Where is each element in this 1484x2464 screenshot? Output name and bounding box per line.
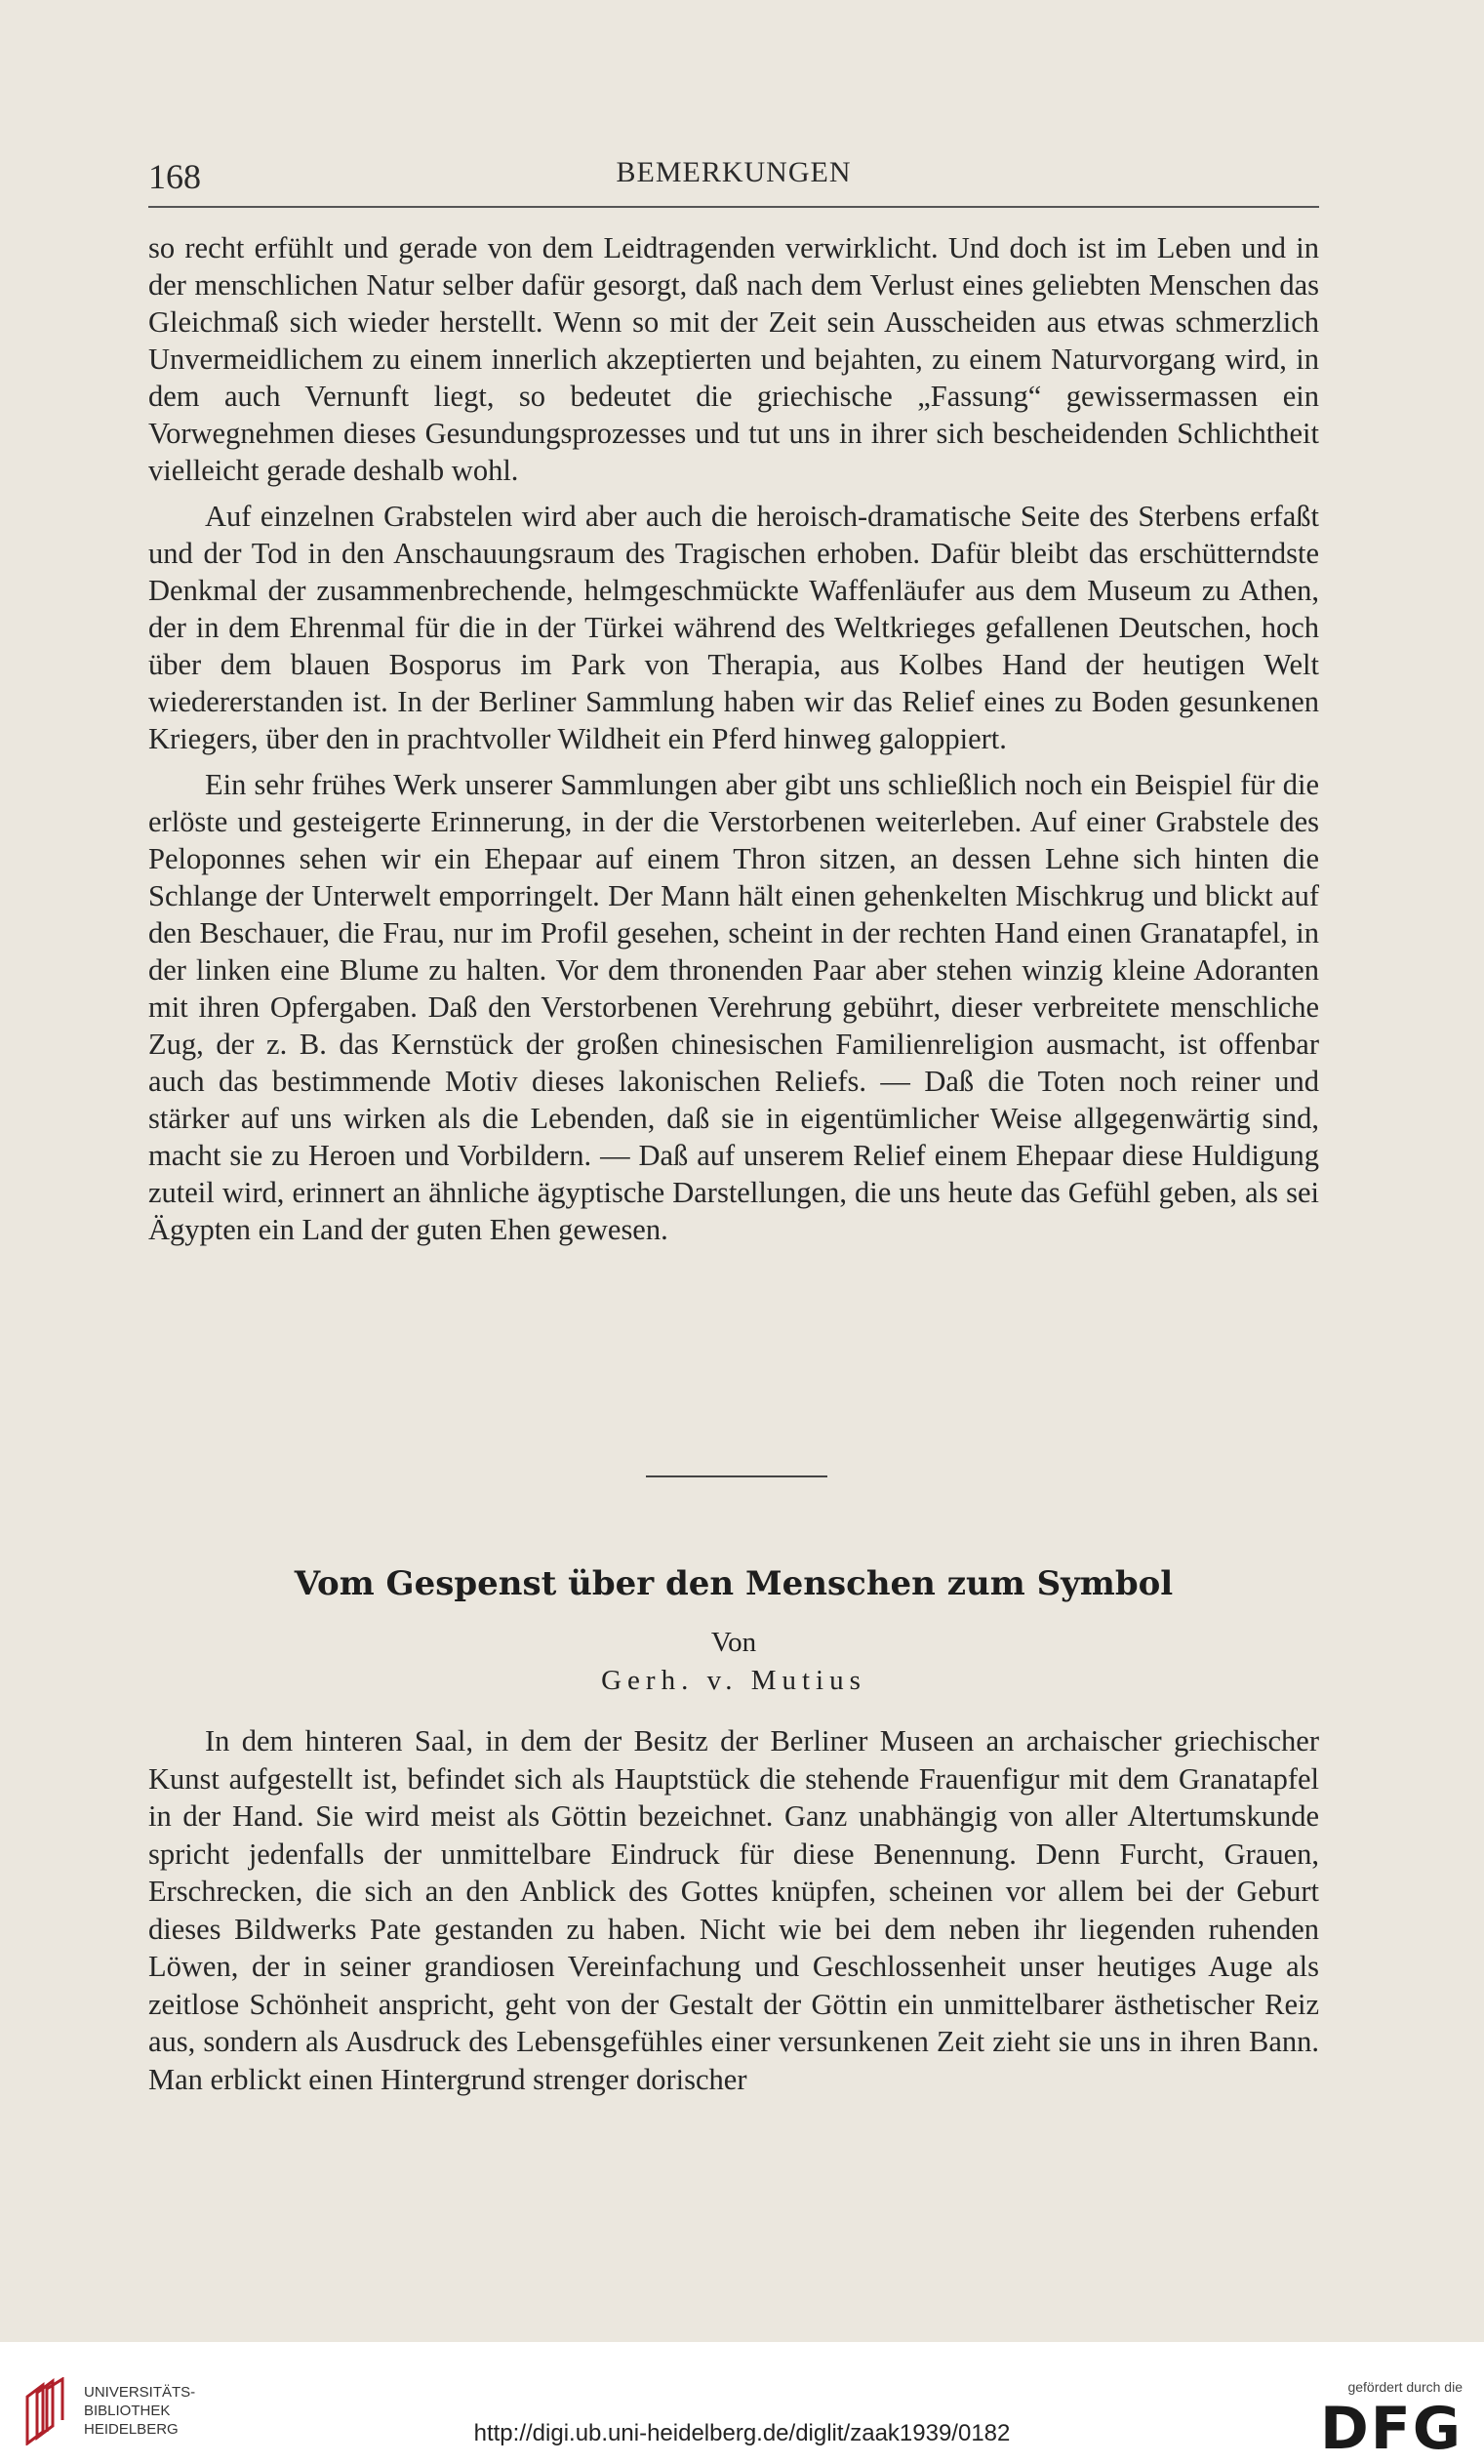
library-name-line-1: UNIVERSITÄTS- — [84, 2384, 196, 2401]
article-text — [148, 1722, 1319, 2098]
funded-by-label: gefördert durch die — [1347, 2379, 1463, 2395]
library-name-line-3: HEIDELBERG — [84, 2421, 179, 2438]
running-head: BEMERKUNGEN — [616, 156, 852, 188]
footer — [0, 2342, 1484, 2464]
footer-url-link[interactable]: http://digi.ub.uni-heidelberg.de/diglit/zaak1939/0182 — [473, 2420, 1011, 2446]
paragraph-3: Ein sehr frühes Werk unserer Sammlungen aber gibt uns schließlich noch ein Beispiel für die erlöste und gesteigerte Erinnerung, in der die Verstorbenen weiterleben. Auf einer Grabstele des Peloponnes sehen wir ein Ehepaar auf einem Thron sitzen, an dessen Lehne sich hinten die Schlange der Unterwelt emporringelt. Der Mann hält einen gehenkelten Mischkrug und blickt auf den Beschauer, die Frau, nur im Profil gesehen, scheint in der rechten Hand einen Granatapfel, in der linken eine Blume zu halten. Vor dem thronenden Paar aber stehen winzig kleine Adoranten mit ihren Opfergaben. Daß den Verstorbenen Verehrung gebührt, dieser verbreitete menschliche Zug, der z. B. das Kernstück der großen chinesischen Familienreligion ausmacht, ist offenbar auch das bestimmende Motiv dieses lakonischen Reliefs. — Daß die Toten noch reiner und stärker auf uns wirken als die Lebenden, daß sie in eigentümlicher Weise allgegenwärtig sind, macht sie zu Heroen und Vorbildern. — Daß auf unserem Relief einem Ehepaar diese Huldigung zuteil wird, erinnert an ähnliche ägyptische Darstellungen, die uns heute das Gefühl geben, als sei Ägypten ein Land der guten Ehen gewesen. — [148, 768, 1319, 1246]
paragraph-2: Auf einzelnen Grabstelen wird aber auch die heroisch-dramatische Seite des Sterbens erfaßt und der Tod in den Anschauungsraum des Tragischen erhoben. Dafür bleibt das erschütterndste Denkmal der zusammenbrechende, helmgeschmückte Waffenläufer aus dem Museum zu Athen, der in dem Ehrenmal für die in der Türkei während des Weltkrieges gefallenen Deutschen, hoch über dem blauen Bosporus im Park von Therapia, aus Kolbes Hand der heutigen Welt wiedererstanden ist. In der Berliner Sammlung haben wir das Relief eines zu Boden gesunkenen Kriegers, über den in prachtvoller Wildheit ein Pferd hinweg galoppiert. — [148, 500, 1319, 755]
library-name-line-2: BIBLIOTHEK — [84, 2403, 171, 2419]
paragraph-1: so recht erfühlt und gerade von dem Leidtragenden verwirklicht. Und doch ist im Leben und in der menschlichen Natur selber dafür gesorgt, daß nach dem Verlust eines geliebten Menschen das Gleichmaß sich wieder herstellt. Wenn so mit der Zeit sein Ausscheiden aus etwas schmerzlich Unvermeidlichem zu einem innerlich akzeptierten und bejahten, zu einem Naturvorgang wird, in dem auch Vernunft liegt, so bedeutet die griechische „Fassung“ gewissermassen ein Vorwegnehmen dieses Gesundungsprozesses und tut uns in ihrer sich bescheidenden Schlichtheit vielleicht gerade deshalb wohl. — [148, 231, 1319, 487]
page-number: 168 — [148, 157, 201, 196]
article-title: Vom Gespenst über den Menschen zum Symbol — [294, 1564, 1174, 1603]
header-rule — [148, 206, 1319, 208]
byline-von: Von — [710, 1627, 757, 1658]
page-header — [148, 156, 1319, 205]
dfg-logo: DFG — [1319, 2395, 1463, 2463]
article-paragraph-1: In dem hinteren Saal, in dem der Besitz der Berliner Museen an archaischer griechischer Kunst aufgestellt ist, befindet sich als Hauptstück die stehende Frauenfigur mit dem Granatapfel in der Hand. Sie wird meist als Göttin bezeichnet. Ganz unabhängig von aller Altertumskunde spricht jedenfalls der unmittelbare Eindruck für diese Benennung. Denn Furcht, Grauen, Erschrecken, die sich an den Anblick des Gottes knüpfen, scheinen vor allem bei der Geburt dieses Bildwerks Pate gestanden zu haben. Nicht wie bei dem neben ihr liegenden ruhenden Löwen, der in seiner grandiosen Vereinfachung und Geschlossenheit unser heutiges Auge als zeitlose Schönheit anspricht, geht von der Gestalt der Göttin ein unmittelbarer ästhetischer Reiz aus, sondern als Ausdruck des Lebensgefühles einer versunkenen Zeit zieht sie uns in ihren Bann. Man erblickt einen Hintergrund strenger dorischer — [148, 1724, 1319, 2096]
section-separator — [646, 1475, 827, 1477]
byline-author: Gerh. v. Mutius — [601, 1665, 866, 1696]
body-text — [148, 229, 1319, 1257]
